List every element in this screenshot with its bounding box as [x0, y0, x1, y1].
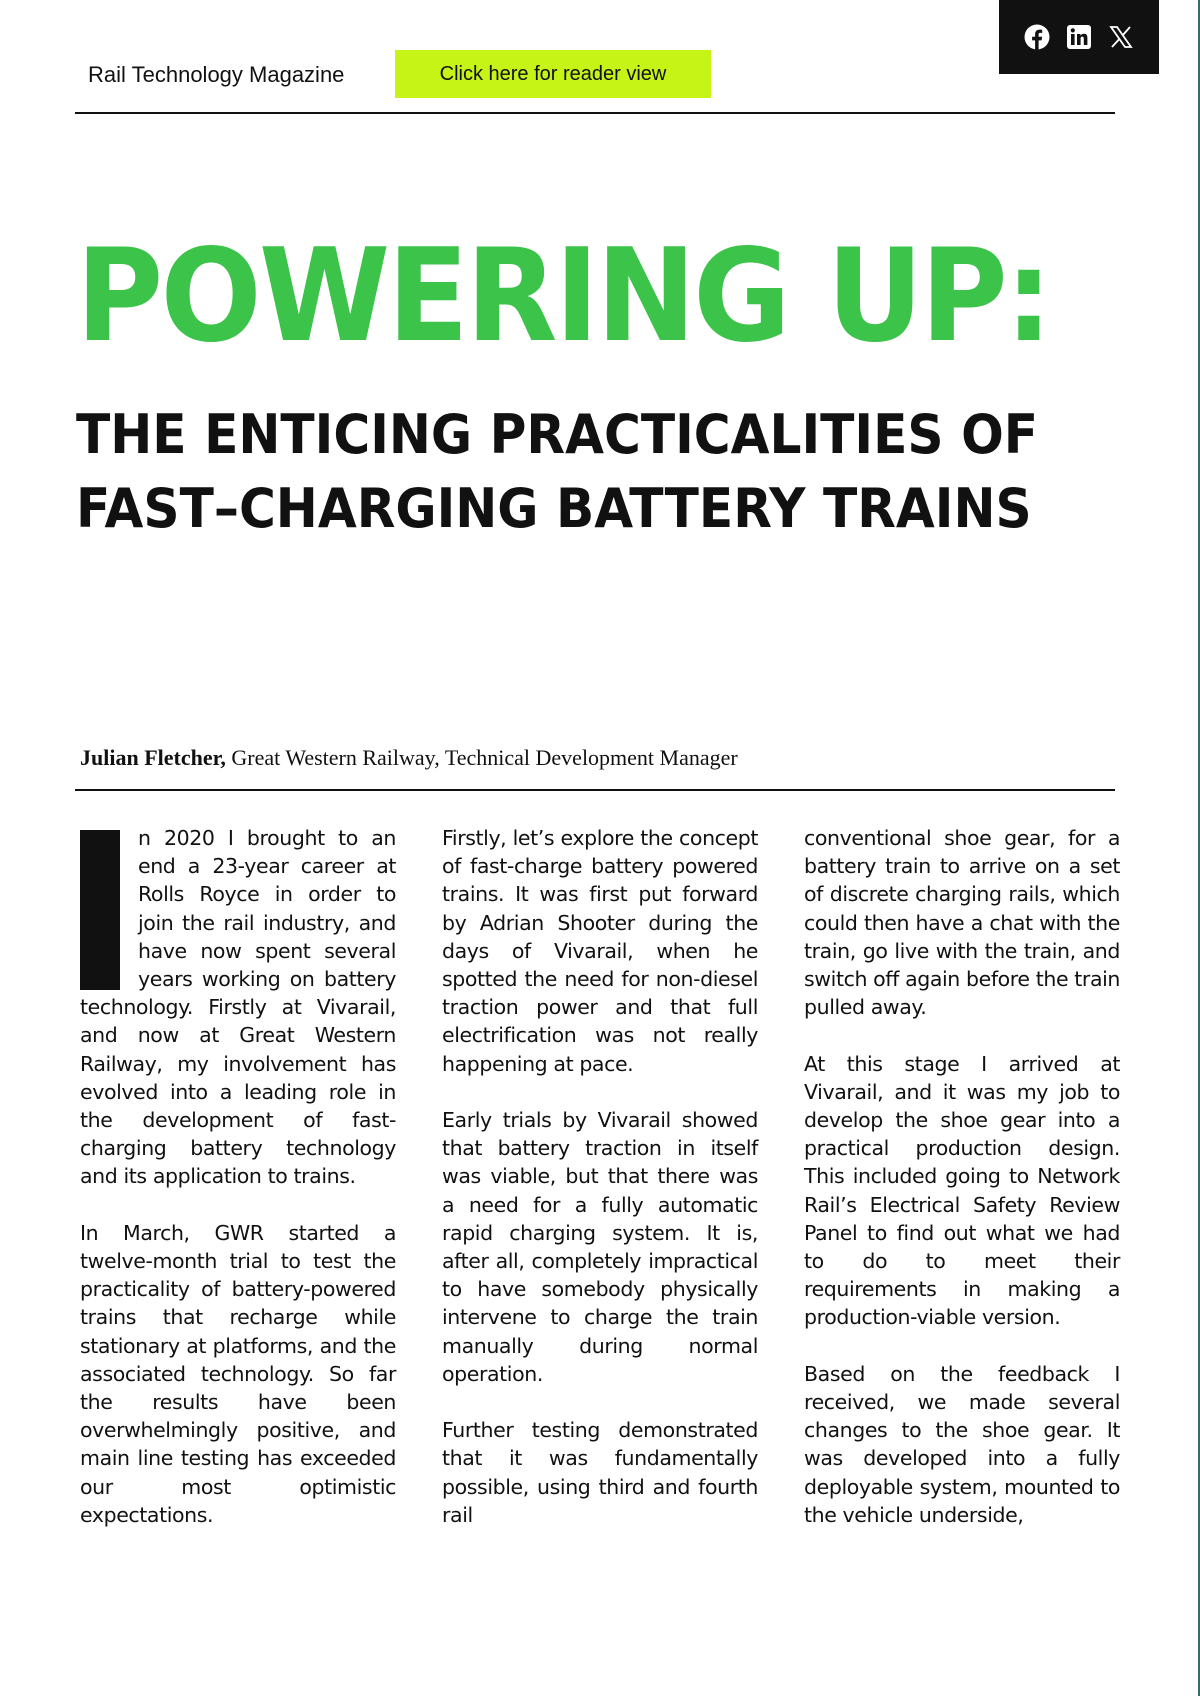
article-headline: POWERING UP:	[76, 222, 1050, 371]
author-name: Julian Fletcher,	[80, 745, 226, 770]
subheadline-line-1: THE ENTICING PRACTICALITIES OF	[76, 403, 1039, 466]
paragraph: Early trials by Vivarail showed that battery traction in itself was viable, but that there was a need for a fully automatic rapid charging system. It is, after all, completely impractical to have somebody physically intervene to charge the train manually during normal operation.	[442, 1108, 758, 1386]
article-subheadline	[76, 398, 1099, 546]
reader-view-button[interactable]: Click here for reader view	[395, 50, 711, 98]
article-column-1	[80, 824, 396, 1557]
social-share-bar	[999, 0, 1159, 74]
paragraph: Further testing demonstrated that it was fundamentally possible, using third and fourth rail	[442, 1418, 758, 1527]
header-divider	[75, 112, 1115, 114]
subheadline-line-2: FAST–CHARGING BATTERY TRAINS	[76, 477, 1032, 540]
author-role: Great Western Railway, Technical Development Manager	[225, 745, 738, 770]
publication-name: Rail Technology Magazine	[88, 62, 345, 87]
paragraph: Firstly, let’s explore the concept of fast-charge battery powered trains. It was first put forward by Adrian Shooter during the days of Vivarail, when he spotted the need for non-diesel traction power and that full electrification was not really happening at pace.	[442, 826, 758, 1076]
paragraph: In March, GWR started a twelve-month trial to test the practicality of battery-powered trains that recharge while stationary at platforms, and the associated technology. So far the results have been overwhelmingly positive, and main line testing has exceeded our most optimistic expectations.	[80, 1220, 396, 1527]
drop-cap	[80, 830, 120, 990]
paragraph: At this stage I arrived at Vivarail, and it was my job to develop the shoe gear into a practical production design. This included going to Network Rail’s Electrical Safety Review Panel to find out what we had to do to meet their requirements in making a production-viable version.	[804, 1051, 1120, 1330]
article-column-3	[804, 824, 1120, 1557]
byline	[80, 745, 1120, 771]
paragraph: Based on the feedback I received, we made several changes to the shoe gear. It was developed into a fully deployable system, mounted to the vehicle underside,	[804, 1361, 1120, 1527]
linkedin-icon[interactable]	[1065, 23, 1093, 51]
byline-divider	[75, 789, 1115, 791]
facebook-icon[interactable]	[1023, 23, 1051, 51]
header-bar	[75, 0, 1115, 115]
article-column-2	[442, 824, 758, 1557]
x-icon[interactable]	[1107, 23, 1135, 51]
paragraph: conventional shoe gear, for a battery train to arrive on a set of discrete charging rails, which could then have a chat with the train, go live with the train, and switch off again before the train pulled away.	[804, 826, 1120, 1020]
paragraph: n 2020 I brought to an end a 23-year career at Rolls Royce in order to join the rail industry, and have now spent several years working on battery technology. Firstly at Vivarail, and now at Great Western Railway, my involvement has evolved into a leading role in the development of fast-charging battery technology and its application to trains.	[80, 826, 396, 1189]
